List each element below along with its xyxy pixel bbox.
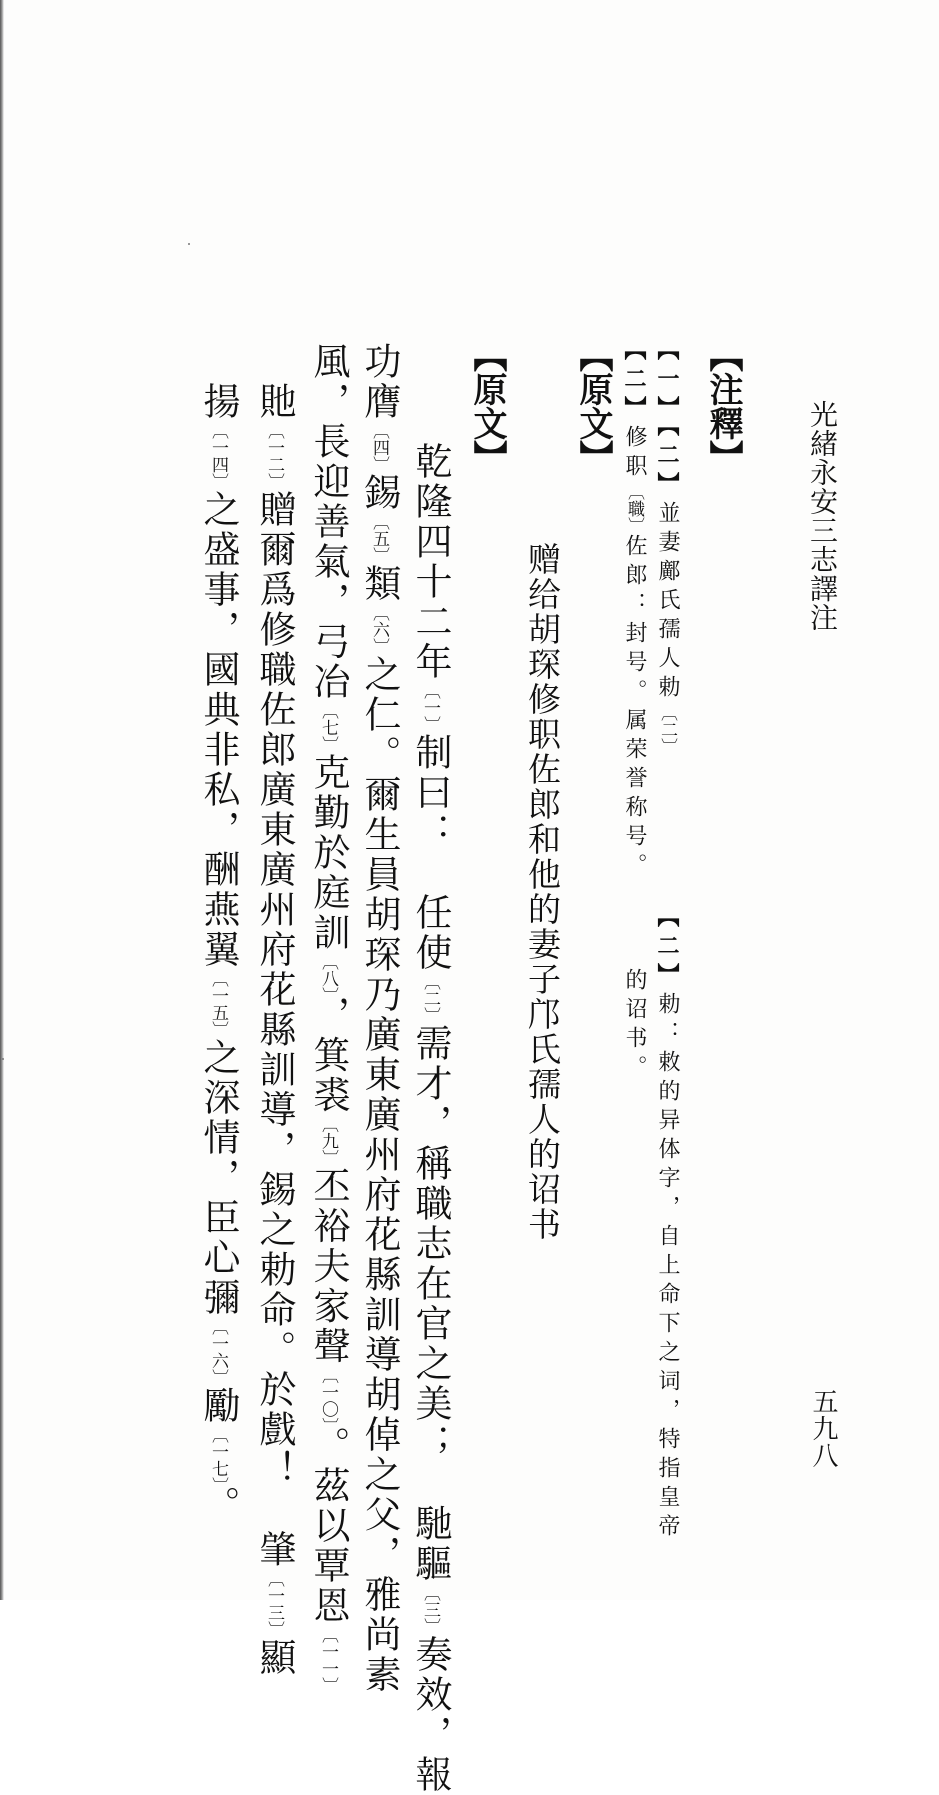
running-title: 光緒永安三志譯注 xyxy=(806,400,839,632)
page-number: 五九八 xyxy=(808,1388,838,1469)
footnote-ref: 〔九〕 xyxy=(318,1115,338,1167)
footnote-ref: 〔五〕 xyxy=(369,513,389,564)
translation-title: 赠给胡琛修职佐郎和他的妻子邝氏孺人的诏书 xyxy=(523,542,562,1242)
body-text: 勵 xyxy=(197,1386,240,1426)
footnote-ref: 〔一二〕 xyxy=(264,422,284,490)
footnote-ref: 〔一〕 xyxy=(420,682,440,733)
note-3-marker: 【二】 xyxy=(654,905,680,992)
body-column-1 xyxy=(409,442,452,1795)
original-text-heading-1: 【原文】 xyxy=(573,338,613,474)
footnote-ref: 〔一三〕 xyxy=(264,1570,284,1638)
body-text: 之仁。爾生員胡琛乃廣東廣州府花縣訓導胡倬之父，雅尚素 xyxy=(358,655,401,1695)
note-3-text: 勅：敕的异体字，自上命下之词，特指皇帝 xyxy=(655,992,680,1543)
note-1-ref: 〔二〕 xyxy=(657,704,677,755)
body-text: 克勤於庭訓 xyxy=(307,753,350,953)
footnote-ref: 〔六〕 xyxy=(369,604,389,655)
body-text: ，箕裘 xyxy=(307,995,350,1116)
body-text: 揚 xyxy=(197,382,240,422)
body-text: 。茲以覃恩 xyxy=(307,1426,350,1626)
body-text: 奏效，報 xyxy=(409,1635,452,1795)
note-2-marker: 【二】 xyxy=(621,338,647,425)
footnote-ref: 〔八〕 xyxy=(318,953,338,996)
note-2 xyxy=(623,338,645,882)
body-text: 類 xyxy=(358,564,401,604)
body-text: 。 xyxy=(197,1485,240,1526)
annotations-heading: 【注釋】 xyxy=(703,338,743,474)
note-1 xyxy=(656,338,678,755)
body-text: 乾隆四十二年 xyxy=(409,442,452,682)
footnote-ref: 〔四〕 xyxy=(369,422,389,473)
footnote-ref: 〔一一〕 xyxy=(318,1626,338,1694)
note-3 xyxy=(656,905,678,1543)
note-2-variant: 〔職〕 xyxy=(624,483,644,534)
footnote-ref: 〔七〕 xyxy=(318,702,338,753)
footnote-ref: 〔二〕 xyxy=(420,973,440,1024)
body-column-2 xyxy=(358,342,401,1695)
footnote-ref: 〔一五〕 xyxy=(208,970,228,1038)
footnote-ref: 〔一四〕 xyxy=(208,422,228,490)
scan-left-edge xyxy=(0,0,4,1600)
body-text: 之深情，臣心彌 xyxy=(197,1038,240,1318)
note-3-continuation: 的诏书。 xyxy=(622,968,647,1084)
footnote-ref: 〔一七〕 xyxy=(208,1426,228,1486)
body-text: 之盛事，國典非私，酬燕翼 xyxy=(197,490,240,970)
body-column-5 xyxy=(197,382,240,1526)
note-2-text-after: 佐郎：封号。属荣誉称号。 xyxy=(622,534,647,882)
body-text: 錫 xyxy=(358,473,401,513)
note-2-text-before: 修职 xyxy=(622,425,647,483)
note-1-marker: 【二】 xyxy=(654,425,680,501)
note-1-text: 並妻鄺氏孺人勅 xyxy=(655,501,680,704)
original-text-heading-2: 【原文】 xyxy=(467,338,507,474)
footnote-ref: 〔三〕 xyxy=(420,1584,440,1635)
body-column-3 xyxy=(307,342,350,1694)
body-text: 需才，稱職志在官之美； 馳驅 xyxy=(409,1024,452,1584)
body-text: 功膺 xyxy=(358,342,401,422)
scan-speck xyxy=(2,1058,4,1060)
body-text: 風，長迎善氣，弓冶 xyxy=(307,342,350,702)
body-text: 制曰： 任使 xyxy=(409,733,452,973)
body-text: 贈爾爲修職佐郎廣東廣州府花縣訓導，錫之勅命。於戲！ 肇 xyxy=(253,490,296,1570)
body-text: 丕裕夫家聲 xyxy=(307,1166,350,1367)
body-text: 貤 xyxy=(253,382,296,422)
body-text: 顯 xyxy=(253,1638,296,1678)
body-column-4 xyxy=(253,382,296,1678)
scan-speck xyxy=(188,243,190,245)
footnote-ref: 〔一六〕 xyxy=(208,1318,228,1386)
note-1-headword: 【一】 xyxy=(654,338,680,425)
footnote-ref: 〔一〇〕 xyxy=(318,1366,338,1426)
